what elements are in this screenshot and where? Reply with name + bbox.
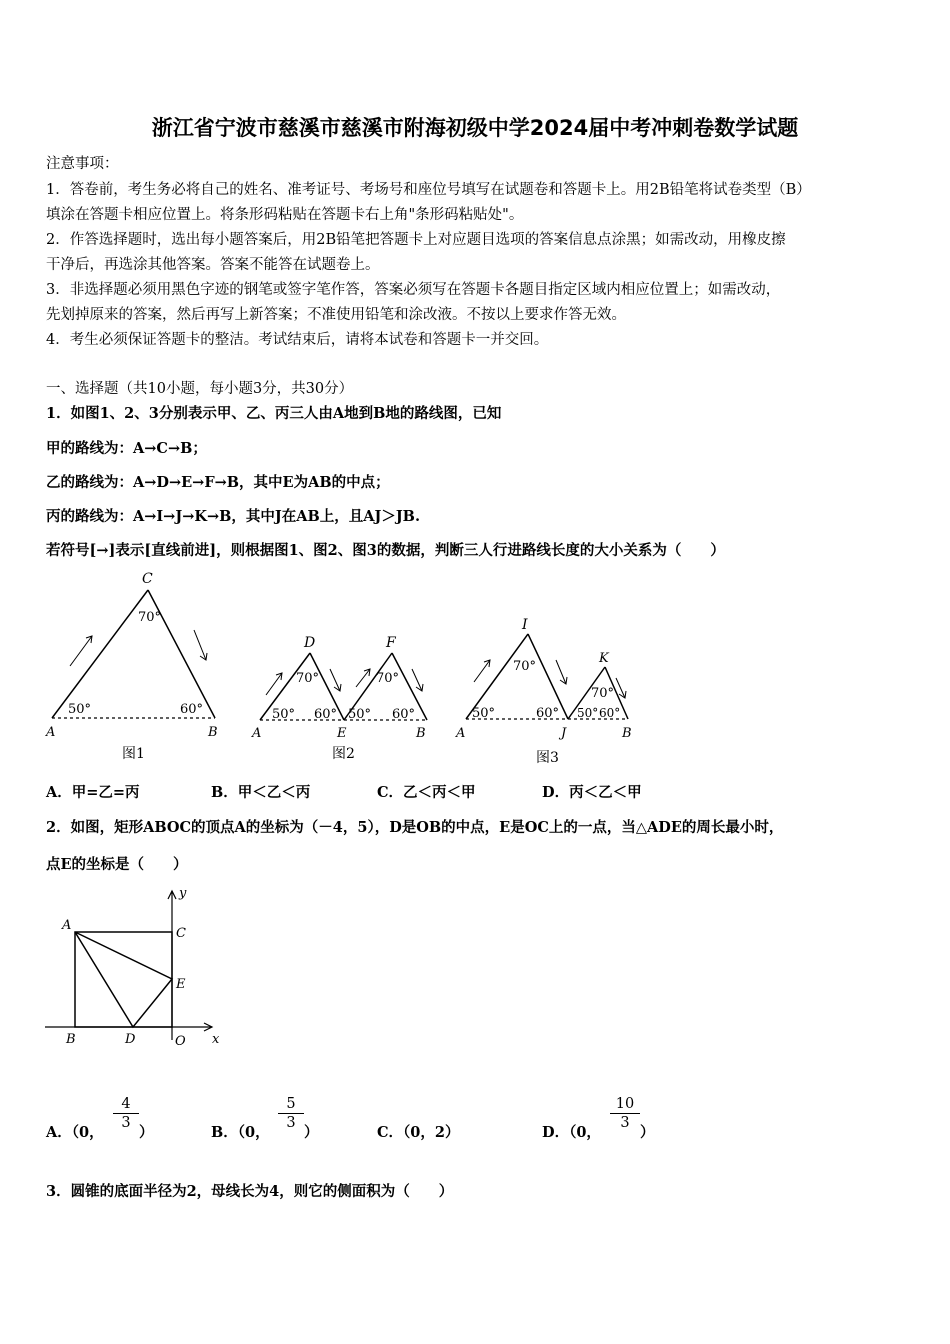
angle-label: 60° [536,706,560,721]
angle-label: 70° [138,610,162,625]
angle-label: 50° [472,706,496,721]
figure-caption: 图3 [536,750,559,766]
vertex-k-label: K [599,651,609,666]
notice-line: 先划掉原来的答案，然后再写上新答案；不准使用铅笔和涂改液。不按以上要求作答无效。 [46,307,626,323]
q1-option-c[interactable]: C．乙＜丙＜甲 [377,784,476,801]
angle-label: 70° [296,671,320,686]
q1-route-jia: 甲的路线为：A→C→B； [46,440,207,457]
numerator: 4 [113,1096,139,1114]
vertex-j-label: J [561,726,567,741]
option-suffix: ） [304,1124,319,1141]
axis-y-label: y [179,886,187,901]
vertex-d-label: D [304,635,316,651]
point-a-label: A [62,918,72,933]
angle-label: 70° [376,671,400,686]
q1-figure-1 [40,568,240,768]
option-prefix: B．（0， [211,1124,270,1141]
angle-label: 60° [392,707,416,722]
q1-route-yi: 乙的路线为：A→D→E→F→B，其中E为AB的中点； [46,474,390,491]
vertex-a-label: A [252,726,262,741]
fraction [278,1096,304,1131]
notice-line: 填涂在答题卡相应位置上。将条形码粘贴在答题卡右上角"条形码粘贴处"。 [46,207,524,223]
notice-line: 2．作答选择题时，选出每小题答案后，用2B铅笔把答题卡上对应题目选项的答案信息点涂黑；如需改动，用橡皮擦 [46,232,786,248]
vertex-a-label: A [456,726,466,741]
paper-title: 浙江省宁波市慈溪市慈溪市附海初级中学2024届中考冲刺卷数学试题 [151,116,799,140]
angle-label: 60° [180,702,204,717]
figure-caption: 图2 [332,746,355,762]
denominator: 3 [620,1115,630,1131]
q1-figure-2 [240,625,440,770]
vertex-c-label: C [142,571,153,587]
q2-stem: 2．如图，矩形ABOC的顶点A的坐标为（－4，5），D是OB的中点，E是OC上的一点，当△ADE的周长最小时， [46,819,784,836]
angle-label: 50° [272,707,296,722]
q2-figure [40,885,240,1065]
fraction [610,1096,640,1131]
origin-label: O [175,1034,186,1049]
q1-question: 若符号[→]表示[直线前进]，则根据图1、图2、图3的数据，判断三人行进路线长度的大小关系为（ ） [46,542,725,559]
numerator: 5 [278,1096,304,1114]
vertex-f-label: F [386,635,396,651]
option-prefix: A．（0， [46,1124,104,1141]
point-c-label: C [176,926,186,941]
point-b-label: B [66,1032,76,1047]
notice-heading: 注意事项： [46,156,119,172]
vertex-a-label: A [46,725,56,740]
axis-x-label: x [212,1032,220,1047]
figure-caption: 图1 [122,746,145,762]
vertex-b-label: B [208,725,218,740]
vertex-e-label: E [337,726,347,741]
angle-label: 50° [348,707,372,722]
q2-option-c[interactable]: C．（0，2） [377,1124,460,1141]
notice-line: 4．考生必须保证答题卡的整洁。考试结束后，请将本试卷和答题卡一并交回。 [46,332,549,348]
option-suffix: ） [640,1124,655,1141]
notice-line: 干净后，再选涂其他答案。答案不能答在试题卷上。 [46,257,380,273]
q1-route-bing: 丙的路线为：A→I→J→K→B，其中J在AB上，且AJ＞JB. [46,508,420,525]
q1-option-d[interactable]: D．丙＜乙＜甲 [542,784,642,801]
numerator: 10 [610,1096,640,1114]
q1-stem: 1．如图1、2、3分别表示甲、乙、丙三人由A地到B地的路线图，已知 [46,405,502,422]
q3-stem: 3．圆锥的底面半径为2，母线长为4，则它的侧面积为（ ） [46,1183,454,1200]
vertex-i-label: I [522,617,528,633]
option-suffix: ） [139,1124,154,1141]
angle-label: 70° [591,686,615,701]
fraction [113,1096,139,1131]
q1-option-a[interactable]: A．甲=乙=丙 [46,784,140,801]
notice-line: 3．非选择题必须用黑色字迹的钢笔或签字笔作答，答案必须写在答题卡各题目指定区域内相应位置上；如需改动， [46,282,781,298]
q1-figure-3 [450,612,640,772]
angle-label: 50° [68,702,92,717]
angle-label: 60° [599,706,621,720]
q2-stem-cont: 点E的坐标是（ ） [46,856,188,873]
angle-label: 50° [577,706,599,720]
angle-label: 70° [513,659,537,674]
point-e-label: E [176,977,186,992]
point-d-label: D [125,1032,136,1047]
vertex-b-label: B [622,726,632,741]
angle-label: 60° [314,707,338,722]
denominator: 3 [286,1115,296,1131]
section-heading: 一、选择题（共10小题，每小题3分，共30分） [46,381,354,397]
q1-option-b[interactable]: B．甲＜乙＜丙 [211,784,311,801]
notice-line: 1．答卷前，考生务必将自己的姓名、准考证号、考场号和座位号填写在试题卷和答题卡上。用2B铅笔将试卷类型（B） [46,182,811,198]
option-prefix: D．（0， [542,1124,601,1141]
vertex-b-label: B [416,726,426,741]
denominator: 3 [121,1115,131,1131]
